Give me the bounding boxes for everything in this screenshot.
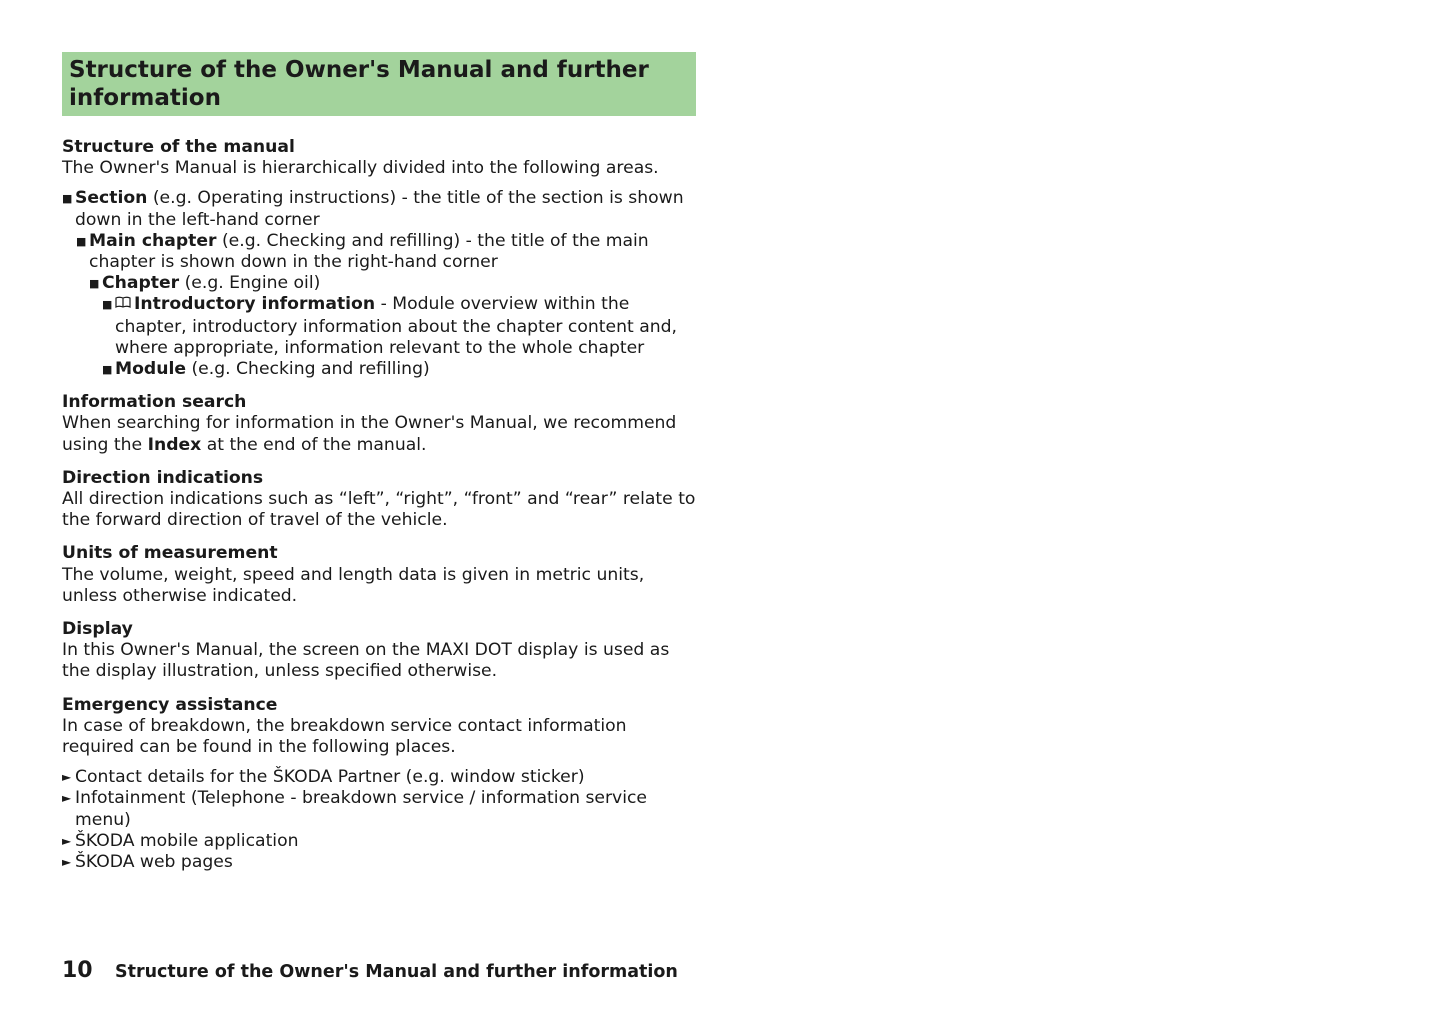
desc-introductory-information: - Module overview within the chapter, introductory information about the chapter content and, where appropriate, information relevant to the whole chapter <box>115 294 677 358</box>
heading-direction-indications: Direction indications <box>62 467 264 488</box>
term-section: Section <box>75 188 148 209</box>
heading-structure: Structure of the manual <box>62 137 295 157</box>
list-item <box>62 831 696 852</box>
term-chapter: Chapter <box>102 273 180 294</box>
footer-title: Structure of the Owner's Manual and further information <box>115 962 678 982</box>
term-introductory-information: Introductory information <box>134 294 376 315</box>
triangle-arrow-icon: ► <box>62 855 72 870</box>
section-information-search <box>62 392 696 456</box>
list-item <box>62 788 696 830</box>
triangle-arrow-icon: ► <box>62 791 72 806</box>
desc-section: (e.g. Operating instructions) - the title of the section is shown down in the left-hand corner <box>75 188 684 230</box>
book-icon <box>115 295 131 316</box>
information-search-text <box>62 413 696 455</box>
list-item-main-chapter <box>76 231 696 273</box>
structure-intro: The Owner's Manual is hierarchically divided into the following areas. <box>62 158 659 179</box>
square-bullet-icon: ■ <box>102 298 113 312</box>
square-bullet-icon: ■ <box>76 234 87 248</box>
search-text-before: When searching for information in the Owner's Manual, we recommend using the <box>62 413 677 455</box>
list-item <box>62 852 696 873</box>
page-number: 10 <box>62 958 93 983</box>
heading-units-of-measurement: Units of measurement <box>62 543 278 564</box>
page-title: Structure of the Owner's Manual and further information <box>62 52 696 116</box>
square-bullet-icon: ■ <box>89 277 100 291</box>
heading-display: Display <box>62 619 133 640</box>
triangle-arrow-icon: ► <box>62 770 72 785</box>
structure-list <box>62 188 696 380</box>
list-item-text: ŠKODA mobile application <box>75 830 299 851</box>
section-direction-indications <box>62 468 696 532</box>
direction-indications-text: All direction indications such as “left”, “right”, “front” and “rear” relate to the forward direction of travel of the vehicle. <box>62 489 696 531</box>
section-emergency-assistance <box>62 695 696 874</box>
search-text-after: at the end of the manual. <box>201 434 427 455</box>
display-text: In this Owner's Manual, the screen on the MAXI DOT display is used as the display illustration, unless specified otherwise. <box>62 640 670 682</box>
emergency-assistance-text: In case of breakdown, the breakdown service contact information required can be found in the following places. <box>62 715 627 758</box>
list-item-chapter <box>89 273 696 294</box>
desc-main-chapter: (e.g. Checking and refilling) - the title of the main chapter is shown down in the right-hand corner <box>89 230 649 273</box>
list-item-text: ŠKODA web pages <box>75 852 233 873</box>
list-item-text: Contact details for the ŠKODA Partner (e.g. window sticker) <box>75 767 585 788</box>
desc-chapter: (e.g. Engine oil) <box>179 273 321 294</box>
desc-module: (e.g. Checking and refilling) <box>186 359 430 380</box>
list-item-text: Infotainment (Telephone - breakdown service / information service menu) <box>75 788 648 830</box>
list-item-section <box>62 188 696 230</box>
section-display <box>62 619 696 683</box>
heading-emergency-assistance: Emergency assistance <box>62 694 278 715</box>
emergency-list <box>62 767 696 873</box>
list-item <box>62 767 696 788</box>
section-units-of-measurement <box>62 543 696 607</box>
list-item-module <box>102 359 696 380</box>
square-bullet-icon: ■ <box>62 192 73 206</box>
heading-information-search: Information search <box>62 392 247 413</box>
triangle-arrow-icon: ► <box>62 833 72 848</box>
units-of-measurement-text: The volume, weight, speed and length data is given in metric units, unless otherwise indicated. <box>62 564 645 606</box>
square-bullet-icon: ■ <box>102 363 113 377</box>
page-column <box>62 52 696 116</box>
term-module: Module <box>115 359 186 380</box>
term-main-chapter: Main chapter <box>89 230 217 251</box>
term-index: Index <box>147 434 202 455</box>
section-structure <box>62 137 696 380</box>
list-item-introductory-information <box>102 294 696 359</box>
page-content <box>62 137 696 873</box>
